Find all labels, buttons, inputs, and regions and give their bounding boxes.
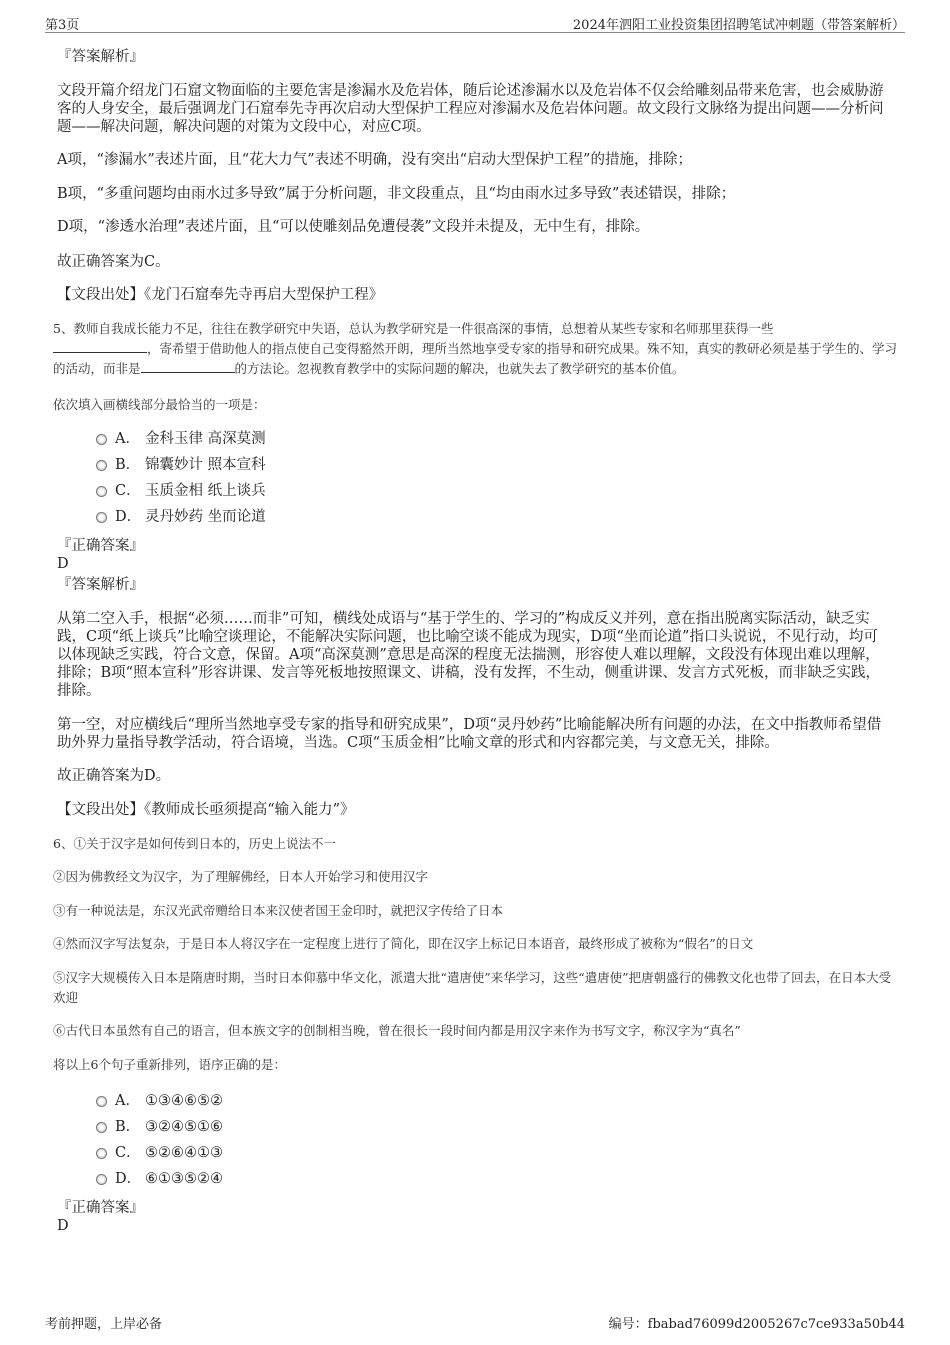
q6-option-b[interactable]: B． ③②④⑤①⑥ — [96, 1117, 223, 1137]
fill-blank-1 — [53, 340, 147, 353]
option-d-analysis: D项，“渗透水治理”表述片面，且“可以使雕刻品免遭侵袭”文段并未提及，无中生有，排除。 — [57, 219, 650, 235]
radio-icon[interactable] — [96, 1174, 107, 1185]
q6-option-c[interactable]: C． ⑤②⑥④①③ — [96, 1143, 223, 1163]
question-6-sentence-6: ⑥古代日本虽然有自己的语言，但本族文字的创制相当晚，曾在很长一段时间内都是用汉字来作为书写文字，称汉字为“真名” — [53, 1023, 741, 1038]
q5-option-d[interactable]: D． 灵丹妙药 坐而论道 — [96, 507, 266, 527]
document-id: 编号：fbabad76099d2005267c7ce933a50b44 — [608, 1317, 905, 1332]
analysis-paragraph: 第一空，对应横线后“理所当然地享受专家的指导和研究成果”，D项“灵丹妙药”比喻能解决所有问题的办法，在文中指教师希望借助外界力量指导教学活动，符合语境，当选。C项“玉质金相”比喻文章的形式和内容都完美，与文意无关，排除。 — [57, 717, 882, 751]
question-5-stem: 5、教师自我成长能力不足，往往在教学研究中失语，总认为教学研究是一件很高深的事情，总想着从某些专家和名师那里获得一些 ，寄希望于借助他人的指点使自己变得豁然开朗，理所当然地享受专家的指导和研究成果。殊不知，真实的教研必须是基于学生的、学习的活动，而非是 的方法论。忽视教育教学中的实际问题的解决，也就失去了教学研究的基本价值。 — [53, 321, 898, 376]
analysis-heading: 『答案解析』 — [57, 577, 144, 593]
option-b-analysis: B项，“多重问题均由雨水过多导致”属于分析问题，非文段重点，且“均由雨水过多导致”表述错误，排除； — [57, 186, 736, 202]
q5-option-c[interactable]: C． 玉质金相 纸上谈兵 — [96, 481, 266, 501]
question-6-sentence-2: ②因为佛教经文为汉字，为了理解佛经，日本人开始学习和使用汉字 — [53, 869, 429, 884]
analysis-paragraph: 文段开篇介绍龙门石窟文物面临的主要危害是渗漏水及危岩体，随后论述渗漏水以及危岩体不仅会给雕刻品带来危害，也会威胁游客的人身安全，最后强调龙门石窟奉先寺再次启动大型保护工程应对渗漏水及危岩体问题。故文段行文脉络为提出问题——分析问题——解决问题，解决问题的对策为文段中心，对应C项。 — [57, 83, 884, 135]
analysis-paragraph: 从第二空入手，根据“必须……而非”可知，横线处成语与“基于学生的、学习的”构成反义并列，意在指出脱离实际活动，缺乏实践，C项“纸上谈兵”比喻空谈理论，不能解决实际问题，也比喻空谈不能成为现实，D项“坐而论道”指口头说说，不见行动，均可以体现缺乏实践，符合文意，保留。A项“高深莫测”意思是高深的程度无法揣测，形容使人难以理解，文段没有体现出难以理解，排除；B项“照本宣科”形容讲课、发言等死板地按照课文、讲稿，没有发挥，不生动，侧重讲课、发言方式死板，而非缺乏实践，排除。 — [57, 611, 880, 699]
correct-answer: D — [57, 556, 69, 572]
radio-icon[interactable] — [96, 486, 107, 497]
question-6-prompt: 将以上6个句子重新排列，语序正确的是： — [53, 1057, 286, 1072]
q6-option-d[interactable]: D． ⑥①③⑤②④ — [96, 1169, 223, 1189]
correct-answer-heading: 『正确答案』 — [57, 1200, 144, 1216]
analysis-heading: 『答案解析』 — [57, 49, 144, 65]
footer-slogan: 考前押题，上岸必备 — [45, 1317, 163, 1332]
fill-blank-2 — [141, 360, 235, 373]
question-6-sentence-5: ⑤汉字大规模传入日本是隋唐时期，当时日本仰慕中华文化，派遣大批“遣唐使”来华学习，这些“遣唐使”把唐朝盛行的佛教文化也带了回去，在日本大受欢迎 — [53, 970, 892, 1005]
question-6-sentence-3: ③有一种说法是，东汉光武帝赠给日本来汉使者国王金印时，就把汉字传给了日本 — [53, 903, 504, 918]
question-5-prompt: 依次填入画横线部分最恰当的一项是： — [53, 397, 266, 412]
radio-icon[interactable] — [96, 512, 107, 523]
source-citation: 【文段出处】《龙门石窟奉先寺再启大型保护工程》 — [57, 287, 384, 303]
radio-icon[interactable] — [96, 1122, 107, 1133]
option-a-analysis: A项，“渗漏水”表述片面，且“花大力气”表述不明确，没有突出“启动大型保护工程”的措施，排除； — [57, 152, 692, 168]
answer-conclusion: 故正确答案为C。 — [57, 254, 170, 270]
page-number: 第3页 — [45, 18, 80, 33]
correct-answer-heading: 『正确答案』 — [57, 538, 144, 554]
q6-option-a[interactable]: A． ①③④⑥⑤② — [96, 1091, 223, 1111]
question-6-sentence-4: ④然而汉字写法复杂，于是日本人将汉字在一定程度上进行了简化，即在汉字上标记日本语音，最终形成了被称为“假名”的日文 — [53, 936, 754, 951]
question-6-sentence-1: 6、①关于汉字是如何传到日本的，历史上说法不一 — [53, 836, 336, 851]
correct-answer: D — [57, 1218, 69, 1234]
document-title: 2024年泗阳工业投资集团招聘笔试冲刺题（带答案解析） — [572, 18, 905, 33]
q5-option-a[interactable]: A． 金科玉律 高深莫测 — [96, 429, 266, 449]
radio-icon[interactable] — [96, 1096, 107, 1107]
source-citation: 【文段出处】《教师成长亟须提高“输入能力”》 — [57, 802, 355, 818]
radio-icon[interactable] — [96, 460, 107, 471]
page-header — [45, 12, 905, 33]
answer-conclusion: 故正确答案为D。 — [57, 768, 171, 784]
radio-icon[interactable] — [96, 434, 107, 445]
q5-option-b[interactable]: B． 锦囊妙计 照本宣科 — [96, 455, 266, 475]
radio-icon[interactable] — [96, 1148, 107, 1159]
